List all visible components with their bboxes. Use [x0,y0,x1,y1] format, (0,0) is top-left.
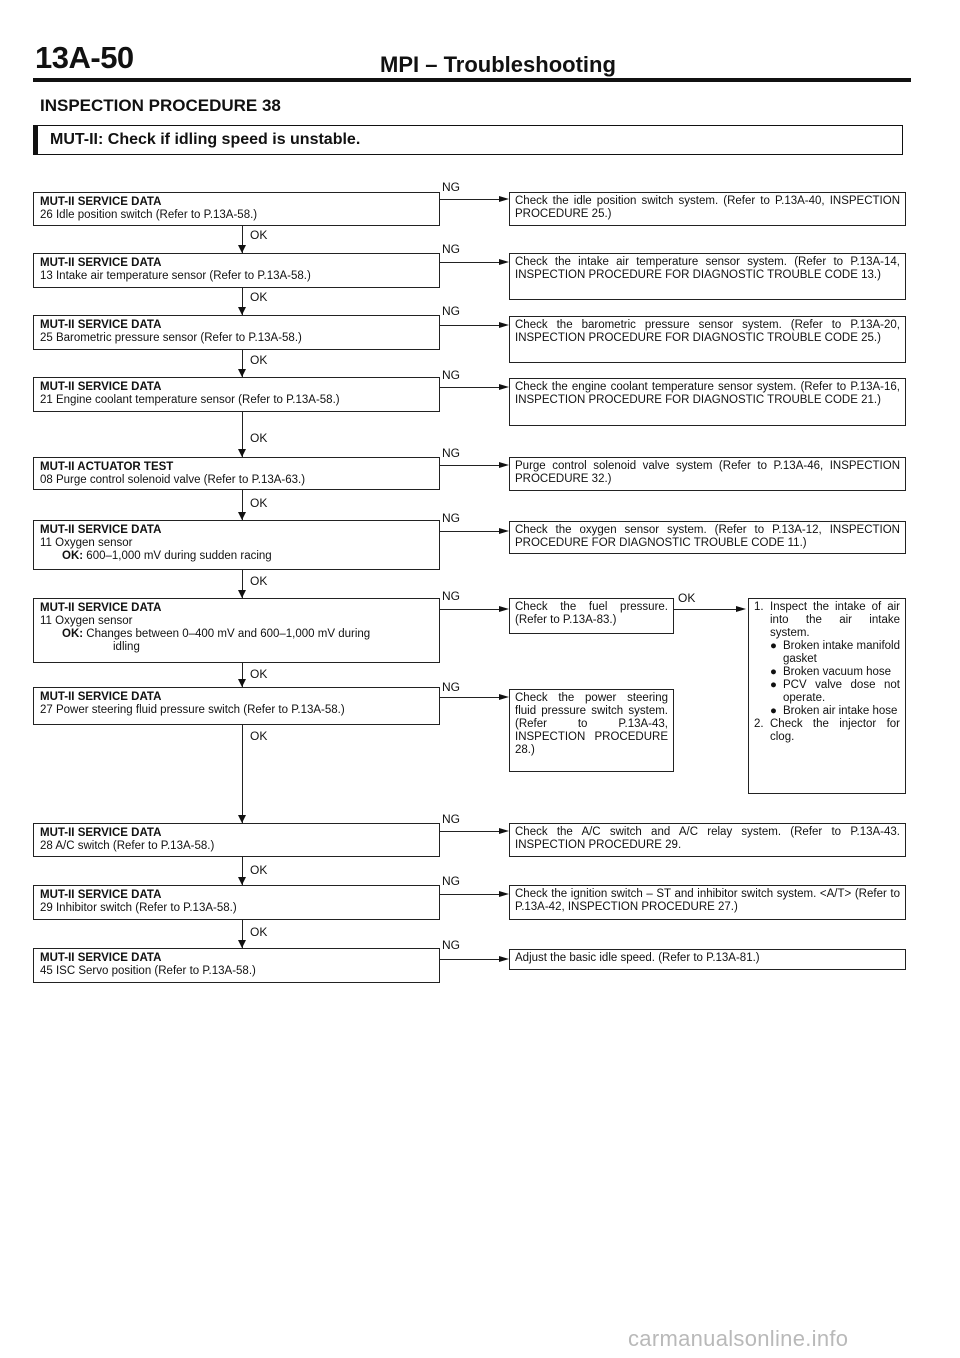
arrow-right-icon [499,606,509,612]
ok-criteria-text: 600–1,000 mV during sudden racing [86,550,272,562]
step-text: 29 Inhibitor switch (Refer to P.13A-58.) [40,902,237,914]
ok-criteria-text: Changes between 0–400 mV and 600–1,000 mV during [86,628,371,640]
arrow-down-icon [238,940,246,948]
step-text: 21 Engine coolant temperature sensor (Refer to P.13A-58.) [40,394,340,406]
ng-action-text: Check the fuel pressure. (Refer to P.13A-83.) [515,601,668,626]
ng-action-box [509,192,906,226]
list-number: 2. [754,718,764,730]
ng-action-box [509,253,906,300]
ng-action-box [509,823,906,857]
ng-action-box [509,316,906,363]
step-heading: MUT-II SERVICE DATA [40,319,162,331]
step-heading: MUT-II SERVICE DATA [40,602,162,614]
step-heading: MUT-II SERVICE DATA [40,952,162,964]
ng-action-box [509,521,906,554]
ok-label: OK [250,290,268,304]
step-box [33,598,440,663]
step-ok-criteria [40,628,434,641]
bullet-icon: ● [770,679,777,691]
arrow-right-icon [499,528,509,534]
step-box [33,687,440,725]
arrow-right-icon [499,828,509,834]
step-box [33,823,440,857]
arrow-right-icon [499,384,509,390]
header-rule [33,78,911,82]
arrow-right-icon [499,259,509,265]
ng-label: NG [442,304,460,318]
ok-criteria-continued: idling [113,641,140,653]
step-text: 11 Oxygen sensor [40,615,133,627]
bullet-item [754,640,900,666]
arrow-down-icon [238,245,246,253]
ng-label: NG [442,812,460,826]
step-text: 08 Purge control solenoid valve (Refer to P.13A-63.) [40,474,306,486]
section-title: INSPECTION PROCEDURE 38 [40,96,281,115]
ng-action-text: Check the idle position switch system. (Refer to P.13A-40, INSPECTION PROCEDURE 25.) [515,195,900,220]
step-text: 13 Intake air temperature sensor (Refer to P.13A-58.) [40,270,311,282]
arrow-down-icon [238,679,246,687]
ok-label: OK [250,729,268,743]
arrow-right-icon [499,956,509,962]
ng-label: NG [442,680,460,694]
ok-label: OK [678,591,696,605]
step-text: 11 Oxygen sensor [40,537,133,549]
step-box [33,948,440,983]
bullet-item [754,666,900,679]
ng-label: NG [442,874,460,888]
ng-action-text: Check the oxygen sensor system. (Refer to P.13A-12, INSPECTION PROCEDURE FOR DIAGNOSTIC TROUBLE CODE 11.) [515,524,900,549]
ng-label: NG [442,180,460,194]
list-text: Check the injector for clog. [770,718,900,743]
ng-action-text: Check the ignition switch – ST and inhibitor switch system. <A/T> (Refer to P.13A-42, INSPECTION PROCEDURE 27.) [515,888,900,913]
bullet-item [754,705,900,718]
ng-label: NG [442,511,460,525]
ng-connector [440,262,500,263]
step-box [33,192,440,226]
ng-connector [440,531,500,532]
list-item [754,718,900,744]
bullet-icon: ● [770,705,777,717]
step-heading: MUT-II SERVICE DATA [40,691,162,703]
ng-action-text: Check the power steering fluid pressure switch system. (Refer to P.13A-43, INSPECTION PROCEDURE 28.) [515,692,668,756]
arrow-right-icon [499,891,509,897]
ok-label: OK [250,574,268,588]
page-title: MPI – Troubleshooting [380,52,616,77]
ng-action-text: Check the intake air temperature sensor system. (Refer to P.13A-14, INSPECTION PROCEDURE FOR DIAGNOSTIC TROUBLE CODE 13.) [515,256,900,281]
ng-connector [440,199,500,200]
ng-action-text: Purge control solenoid valve system (Refer to P.13A-46, INSPECTION PROCEDURE 32.) [515,460,900,485]
step-text: 45 ISC Servo position (Refer to P.13A-58.) [40,965,256,977]
step-heading: MUT-II SERVICE DATA [40,257,162,269]
step-heading: MUT-II SERVICE DATA [40,196,162,208]
step-text: 25 Barometric pressure sensor (Refer to P.13A-58.) [40,332,302,344]
ng-action-box [509,885,906,920]
step-box [33,885,440,920]
ng-action-text: Check the A/C switch and A/C relay system. (Refer to P.13A-43. INSPECTION PROCEDURE 29. [515,826,900,851]
ng-label: NG [442,368,460,382]
step-box [33,315,440,350]
arrow-down-icon [238,877,246,885]
ng-connector [440,387,500,388]
bullet-text: Broken air intake hose [783,705,898,717]
ok-criteria-label: OK: [62,550,84,562]
ng-connector [440,465,500,466]
ng-connector [440,609,500,610]
ng-label: NG [442,446,460,460]
bullet-icon: ● [770,666,777,678]
bullet-text: Broken intake manifold gasket [783,640,900,665]
ng-connector [440,325,500,326]
ok-label: OK [250,863,268,877]
check-banner [33,125,903,155]
bullet-text: PCV valve dose not operate. [783,679,900,704]
step-text: 28 A/C switch (Refer to P.13A-58.) [40,840,215,852]
bullet-item [754,679,900,705]
arrow-down-icon [238,815,246,823]
step-ok-criteria [40,550,434,563]
arrow-right-icon [499,462,509,468]
step-heading: MUT-II SERVICE DATA [40,524,162,536]
ng-label: NG [442,242,460,256]
ok-label: OK [250,667,268,681]
page-number: 13A-50 [35,40,134,75]
ng-label: NG [442,938,460,952]
fuel-pressure-box [509,598,674,634]
step-heading: MUT-II SERVICE DATA [40,827,162,839]
intake-inspection-box [748,598,906,794]
ng-action-text: Check the engine coolant temperature sensor system. (Refer to P.13A-16, INSPECTION PROCEDURE FOR DIAGNOSTIC TROUBLE CODE 21.) [515,381,900,406]
ok-label: OK [250,431,268,445]
ng-label: NG [442,589,460,603]
step-text: 26 Idle position switch (Refer to P.13A-58.) [40,209,258,221]
arrow-right-icon [499,322,509,328]
ok-label: OK [250,353,268,367]
ok-label: OK [250,925,268,939]
list-number: 1. [754,601,764,613]
list-item [754,601,900,640]
bullet-icon: ● [770,640,777,652]
arrow-down-icon [238,512,246,520]
ok-criteria-label: OK: [62,628,84,640]
ng-action-text: Check the barometric pressure sensor system. (Refer to P.13A-20, INSPECTION PROCEDURE FOR DIAGNOSTIC TROUBLE CODE 25.) [515,319,900,344]
ng-connector [440,959,500,960]
ng-connector [440,831,500,832]
ok-label: OK [250,496,268,510]
watermark: carmanualsonline.info [628,1326,849,1351]
arrow-down-icon [238,449,246,457]
step-box [33,253,440,288]
ng-action-box [509,949,906,970]
ng-connector [440,894,500,895]
step-box [33,377,440,412]
ng-action-box [509,689,674,772]
arrow-right-icon [736,606,746,612]
step-heading: MUT-II SERVICE DATA [40,381,162,393]
step-text: 27 Power steering fluid pressure switch (Refer to P.13A-58.) [40,704,345,716]
arrow-right-icon [499,196,509,202]
step-heading: MUT-II SERVICE DATA [40,889,162,901]
arrow-right-icon [499,694,509,700]
ok-connector [674,609,737,610]
ng-connector [440,697,500,698]
step-box [33,457,440,490]
arrow-down-icon [238,590,246,598]
ng-action-box [509,378,906,426]
arrow-down-icon [238,369,246,377]
ng-action-text: Adjust the basic idle speed. (Refer to P.13A-81.) [515,952,760,964]
ng-action-box [509,457,906,491]
bullet-text: Broken vacuum hose [783,666,892,678]
banner-text: MUT-II: Check if idling speed is unstable. [50,131,361,148]
list-text: Inspect the intake of air into the air intake system. [770,601,900,639]
step-box [33,520,440,570]
ok-label: OK [250,228,268,242]
flow-line [242,725,243,823]
arrow-down-icon [238,307,246,315]
step-heading: MUT-II ACTUATOR TEST [40,461,174,473]
